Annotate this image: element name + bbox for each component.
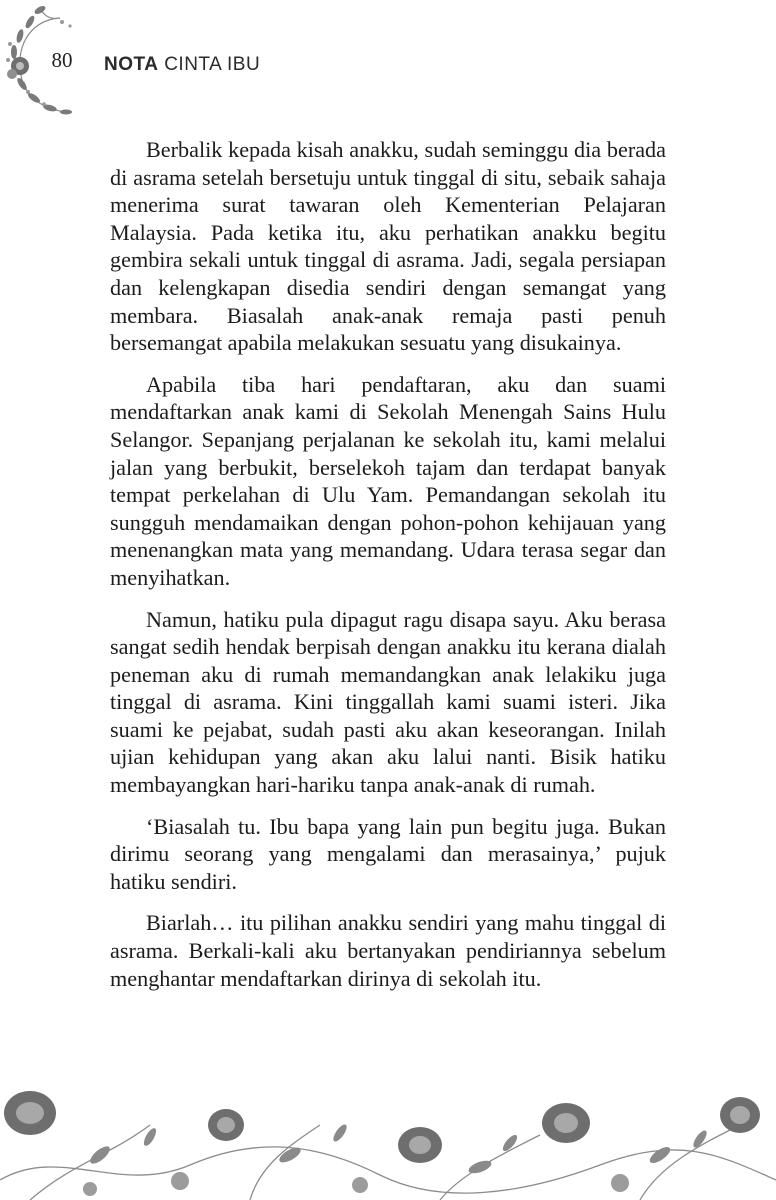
body-text <box>110 136 666 1006</box>
paragraph-4: ‘Biasalah tu. Ibu bapa yang lain pun begitu juga. Bukan dirimu seorang yang mengalami dan merasainya,’ pujuk hatiku sendiri. <box>110 813 666 894</box>
paragraph-3: Namun, hatiku pula dipagut ragu disapa sayu. Aku berasa sangat sedih hendak berpisah dengan anakku itu kerana dialah peneman aku di rumah memandangkan anak lelakiku juga tinggal di asrama. Kini tinggallah kami suami isteri. Jika suami ke pejabat, sudah pasti aku akan keseorangan. Inilah ujian kehidupan yang akan aku lalui nanti. Bisik hatiku membayangkan hari-hariku tanpa anak-anak di rumah. <box>110 606 666 798</box>
floral-border-icon <box>0 1085 776 1200</box>
paragraph-5: Biarlah… itu pilihan anakku sendiri yang mahu tinggal di asrama. Berkali-kali aku bertanyakan pendiriannya sebelum menghantar mendaftarkan dirinya di sekolah itu. <box>110 910 666 991</box>
running-head <box>104 54 260 76</box>
paragraph-1: Berbalik kepada kisah anakku, sudah seminggu dia berada di asrama setelah bersetuju untuk tinggal di situ, sebaik sahaja menerima surat tawaran oleh Kementerian Pelajaran Malaysia. Pada ketika itu, aku perhatikan anakku begitu gembira sekali untuk tinggal di asrama. Jadi, segala persiapan dan kelengkapan disedia sendiri dengan semangat yang membara. Biasalah anak-anak remaja pasti penuh bersemangat apabila melakukan sesuatu yang disukainya. <box>110 137 666 356</box>
running-head-rest: CINTA IBU <box>164 54 261 75</box>
paragraph-2: Apabila tiba hari pendaftaran, aku dan suami mendaftarkan anak kami di Sekolah Menengah Sains Hulu Selangor. Sepanjang perjalanan ke sekolah itu, kami melalui jalan yang berbukit, berselekoh tajam dan terdapat banyak tempat perkelahan di Ulu Yam. Pemandangan sekolah itu sungguh mendamaikan dengan pohon-pohon kehijauan yang menenangkan mata yang memandang. Udara terasa segar dan menyihatkan. <box>110 371 666 590</box>
running-head-bold: NOTA <box>104 54 159 75</box>
page-number: 80 <box>51 48 73 72</box>
